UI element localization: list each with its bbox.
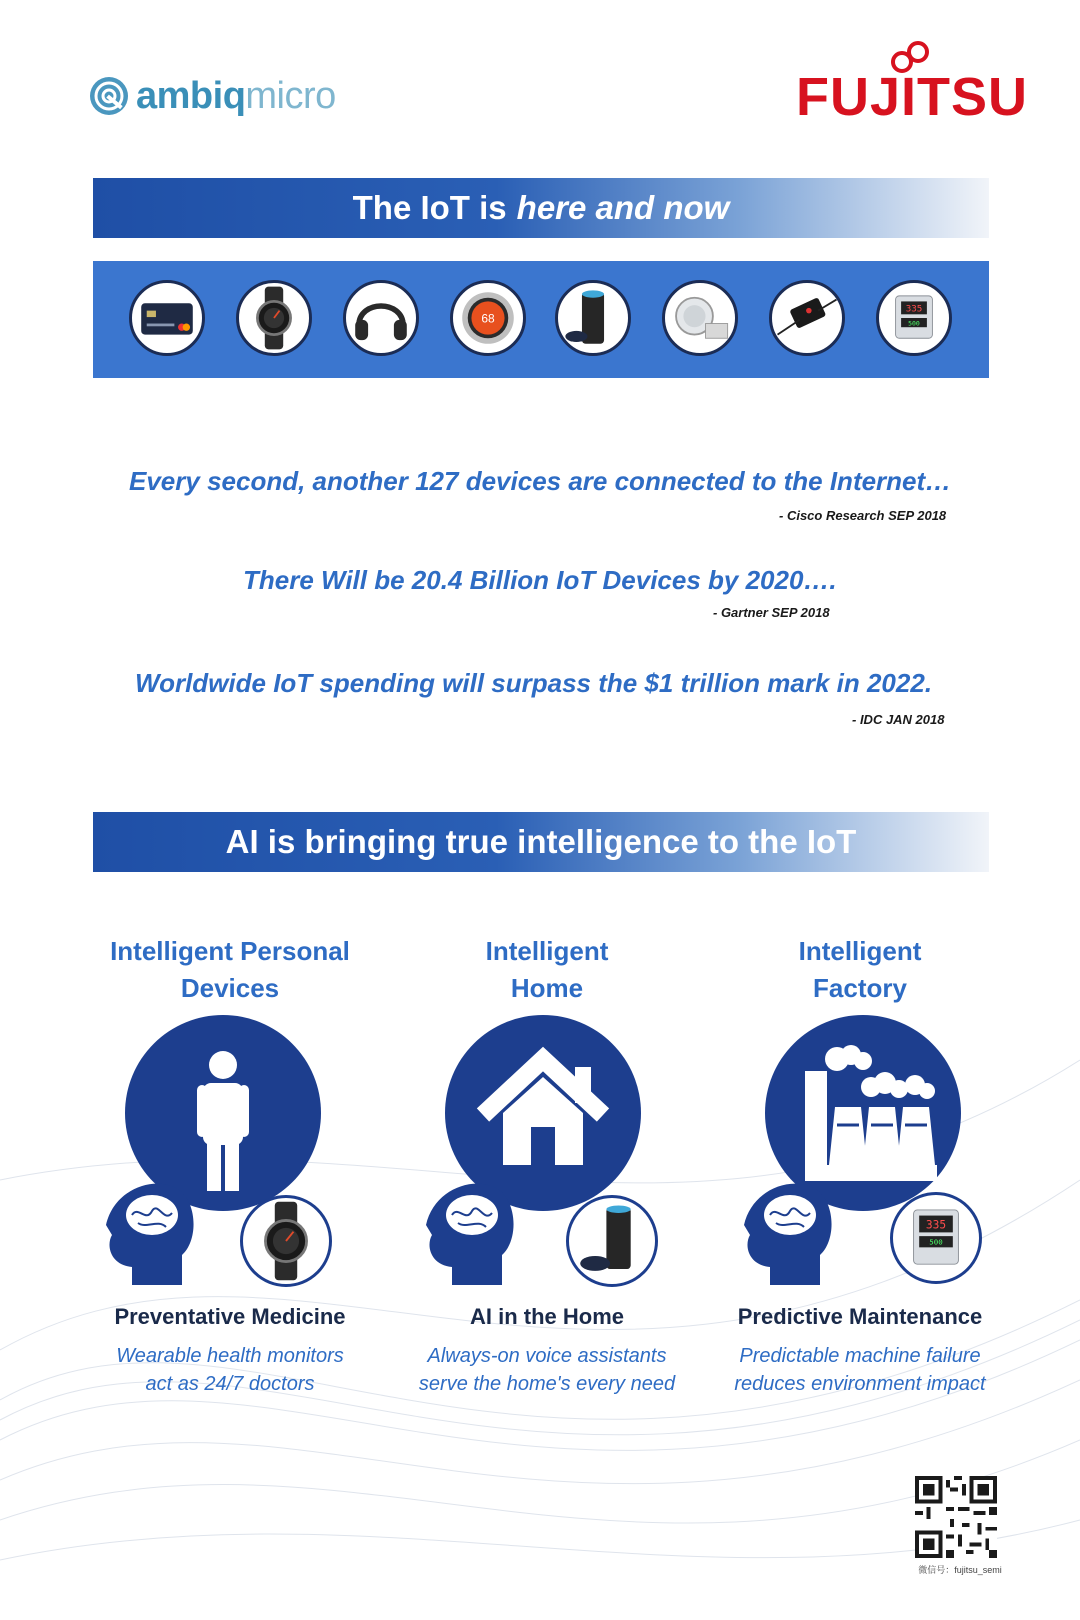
quote-idc-source: - IDC JAN 2018 (852, 712, 945, 727)
column-heading-ai-in-the-home: AI in the Home (469, 1304, 624, 1329)
ai-banner-text: AI is bringing true intelligence to the IoT (225, 823, 857, 860)
smart-meter-icon (662, 280, 738, 356)
thermostat-icon (450, 280, 526, 356)
description-line: serve the home's every need (418, 1373, 676, 1395)
quote-gartner-source: - Gartner SEP 2018 (713, 605, 830, 620)
svg-text:335: 335 (905, 303, 923, 315)
credit-card-icon (129, 280, 205, 356)
column-title-home (397, 933, 697, 1007)
pressure-gauge-icon (876, 280, 952, 356)
column-description-personal (80, 1342, 380, 1398)
column-title-personal (80, 933, 380, 1007)
column-title-line: Devices (180, 973, 280, 1003)
iot-banner-text: The IoT is (352, 189, 507, 226)
column-title-line: Factory (813, 973, 907, 1003)
description-line: Predictable machine failure (739, 1345, 981, 1367)
ambiq-micro-logo (88, 68, 336, 124)
micro-wordmark: micro (245, 74, 336, 117)
iot-banner (93, 178, 989, 238)
quote-cisco-source: - Cisco Research SEP 2018 (779, 508, 947, 523)
thermostat-reading: 68 (481, 311, 495, 326)
pressure-gauge-icon (890, 1192, 982, 1284)
brain-head-icon (102, 1175, 198, 1285)
fujitsu-wordmark: FUJITSU (796, 67, 1029, 127)
column-title-line: Intelligent (485, 936, 609, 966)
quote-gartner: There Will be 20.4 Billion IoT Devices by 2020…. (243, 565, 837, 595)
description-line: Always-on voice assistants (427, 1345, 667, 1367)
smart-speaker-icon (566, 1195, 658, 1287)
description-line: reduces environment impact (734, 1373, 986, 1395)
qr-caption: 微信号：fujitsu_semi (918, 1565, 1002, 1575)
smartwatch-icon (236, 280, 312, 356)
svg-text:500: 500 (908, 319, 920, 328)
smartwatch-icon (240, 1195, 332, 1287)
iot-banner-emphasis: here and now (516, 189, 730, 226)
smart-speaker-icon (555, 280, 631, 356)
ai-banner (93, 812, 989, 872)
column-description-factory (710, 1342, 1010, 1398)
brain-head-icon (740, 1175, 836, 1285)
sensor-module-icon (769, 280, 845, 356)
quote-cisco: Every second, another 127 devices are connected to the Internet… (129, 466, 952, 496)
column-title-line: Intelligent Personal (110, 936, 350, 966)
column-description-home (397, 1342, 697, 1398)
ambiq-wordmark: ambiq (136, 74, 246, 117)
column-title-factory (710, 933, 1010, 1007)
headphones-icon (343, 280, 419, 356)
column-title-line: Home (510, 973, 584, 1003)
qr-code-icon[interactable] (915, 1476, 997, 1558)
fujitsu-logo (796, 40, 1029, 140)
device-strip (93, 261, 989, 378)
description-line: act as 24/7 doctors (145, 1373, 315, 1395)
svg-text:500: 500 (929, 1237, 943, 1247)
ambiq-mark-icon (88, 75, 130, 117)
column-heading-preventative-medicine: Preventative Medicine (114, 1304, 346, 1329)
brain-head-icon (422, 1175, 518, 1285)
description-line: Wearable health monitors (116, 1345, 344, 1367)
quote-idc: Worldwide IoT spending will surpass the $1 trillion mark in 2022. (135, 668, 933, 698)
column-title-line: Intelligent (798, 936, 922, 966)
svg-text:335: 335 (925, 1218, 947, 1232)
column-heading-predictive-maintenance: Predictive Maintenance (737, 1304, 983, 1329)
